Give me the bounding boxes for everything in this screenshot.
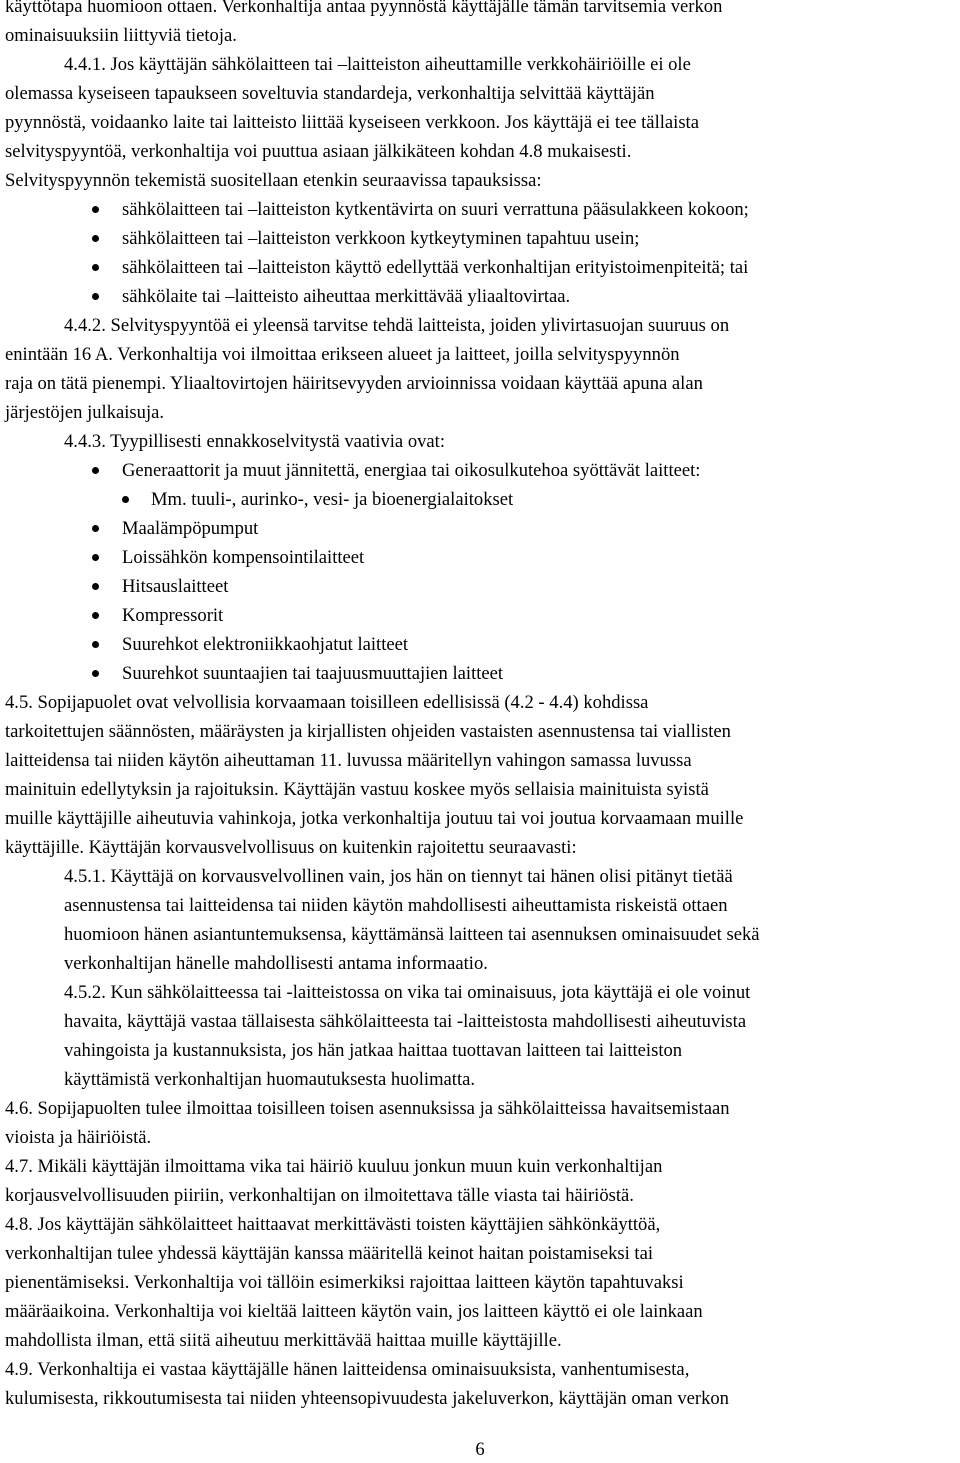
- section-heading-line: 4.7. Mikäli käyttäjän ilmoittama vika tai häiriö kuuluu jonkun muun kuin verkonhaltijan: [5, 1156, 663, 1177]
- bullet-icon: [92, 514, 99, 543]
- bullet-icon: [92, 195, 99, 224]
- section-heading-line: 4.4.1. Jos käyttäjän sähkölaitteen tai –laitteiston aiheuttamille verkkohäiriöille ei ole: [64, 54, 691, 75]
- text-line: määräaikoina. Verkonhaltija voi kieltää laitteen käytön vain, jos laitteen käyttö ei ole lainkaan: [5, 1301, 703, 1322]
- text-line: ominaisuuksiin liittyviä tietoja.: [5, 25, 237, 46]
- text-line: käyttötapa huomioon ottaen. Verkonhaltija antaa pyynnöstä käyttäjälle tämän tarvitsemia verkon: [5, 0, 723, 17]
- list-item: [5, 543, 953, 572]
- list-item-text: Suurehkot elektroniikkaohjatut laitteet: [122, 634, 409, 655]
- list-item-text: Kompressorit: [122, 605, 224, 626]
- bullet-icon: [92, 572, 99, 601]
- text-line: raja on tätä pienempi. Yliaaltovirtojen häiritsevyyden arvioinnissa voidaan käyttää apuna alan: [5, 373, 703, 394]
- text-line: tarkoitettujen säännösten, määräysten ja kirjallisten ohjeiden vastaisten asennustensa tai viallisten: [5, 721, 731, 742]
- section-heading-line: 4.9. Verkonhaltija ei vastaa käyttäjälle hänen laitteidensa ominaisuuksista, vanhentumisesta,: [5, 1359, 690, 1380]
- bullet-list-4-4-1: [5, 195, 953, 311]
- section-heading-line: 4.6. Sopijapuolten tulee ilmoittaa toisilleen toisen asennuksissa ja sähkölaitteissa havaitsemistaan: [5, 1098, 730, 1119]
- section-heading-line: 4.5.1. Käyttäjä on korvausvelvollinen vain, jos hän on tiennyt tai hänen olisi pitänyt tietää: [64, 866, 733, 887]
- list-item-text: Suurehkot suuntaajien tai taajuusmuuttajien laitteet: [122, 663, 504, 684]
- section-heading-line: 4.4.2. Selvityspyyntöä ei yleensä tarvitse tehdä laitteista, joiden ylivirtasuojan suuruus on: [64, 315, 730, 336]
- page-number: 6: [475, 1439, 485, 1460]
- text-line: mainituin edellytyksin ja rajoituksin. Käyttäjän vastuu koskee myös sellaisia mainituista syistä: [5, 779, 709, 800]
- sub-list-item: [5, 485, 953, 514]
- bullet-icon: [92, 630, 99, 659]
- list-item: [5, 514, 953, 543]
- text-line: selvityspyyntöä, verkonhaltija voi puuttua asiaan jälkikäteen kohdan 4.8 mukaisesti.: [5, 141, 632, 162]
- list-item-text: sähkölaitteen tai –laitteiston verkkoon kytkeytyminen tapahtuu usein;: [122, 228, 640, 249]
- section-4-4-1: [5, 50, 953, 195]
- text-line: korjausvelvollisuuden piiriin, verkonhaltijan on ilmoitettava tälle viasta tai häiriöstä.: [5, 1185, 634, 1206]
- text-line: järjestöjen julkaisuja.: [5, 402, 165, 423]
- text-line: kulumisesta, rikkoutumisesta tai niiden yhteensopivuudesta jakeluverkon, käyttäjän oman verkon: [5, 1388, 729, 1409]
- list-item: [5, 601, 953, 630]
- bullet-icon: [92, 601, 99, 630]
- list-item-text: sähkölaitteen tai –laitteiston kytkentävirta on suuri verrattuna pääsulakkeen kokoon;: [122, 199, 749, 220]
- text-line: pyynnöstä, voidaanko laite tai laitteisto liittää kyseiseen verkkoon. Jos käyttäjä ei tee tällaista: [5, 112, 699, 133]
- text-line: Selvityspyynnön tekemistä suositellaan etenkin seuraavissa tapauksissa:: [5, 170, 542, 191]
- list-item-text: Generaattorit ja muut jännitettä, energiaa tai oikosulkutehoa syöttävät laitteet:: [122, 460, 701, 481]
- section-4-9: [5, 1355, 953, 1413]
- text-line: käyttämistä verkonhaltijan huomautuksesta huolimatta.: [64, 1069, 476, 1090]
- section-heading-line: 4.5.2. Kun sähkölaitteessa tai -laitteistossa on vika tai ominaisuus, jota käyttäjä ei ole voinut: [64, 982, 751, 1003]
- text-line: mahdollista ilman, että siitä aiheutuu merkittävää haittaa muille käyttäjille.: [5, 1330, 562, 1351]
- text-line: huomioon hänen asiantuntemuksensa, käyttämänsä laitteen tai asennuksen ominaisuudet sekä: [64, 924, 760, 945]
- bullet-icon: [122, 485, 129, 514]
- list-item: [5, 630, 953, 659]
- text-line: havaita, käyttäjä vastaa tällaisesta sähkölaitteesta tai -laitteistosta mahdollisesti aiheutuvista: [64, 1011, 747, 1032]
- text-line: muille käyttäjille aiheutuvia vahinkoja, jotka verkonhaltija joutuu tai voi joutua korvaamaan muille: [5, 808, 744, 829]
- list-item: [5, 224, 953, 253]
- intro-paragraph: [5, 0, 953, 50]
- section-4-5-1: [5, 862, 953, 978]
- section-heading-line: 4.5. Sopijapuolet ovat velvollisia korvaamaan toisilleen edellisissä (4.2 - 4.4) kohdissa: [5, 692, 649, 713]
- bullet-icon: [92, 224, 99, 253]
- text-line: pienentämiseksi. Verkonhaltija voi tällöin esimerkiksi rajoittaa laitteen käytön tapahtuvaksi: [5, 1272, 684, 1293]
- section-4-4-3: [5, 427, 953, 688]
- text-line: verkonhaltijan tulee yhdessä käyttäjän kanssa määritellä keinot haitan poistamiseksi tai: [5, 1243, 654, 1264]
- list-item-text: Maalämpöpumput: [122, 518, 259, 539]
- bullet-icon: [92, 659, 99, 688]
- text-line: verkonhaltijan hänelle mahdollisesti antama informaatio.: [64, 953, 488, 974]
- section-4-5-2: [5, 978, 953, 1094]
- text-line: vioista ja häiriöistä.: [5, 1127, 152, 1148]
- list-item-text: Mm. tuuli-, aurinko-, vesi- ja bioenergialaitokset: [151, 489, 514, 510]
- list-item: [5, 659, 953, 688]
- list-item: [5, 282, 953, 311]
- text-line: laitteidensa tai niiden käytön aiheuttaman 11. luvussa määritellyn vahingon samassa luvussa: [5, 750, 692, 771]
- section-heading-line: 4.4.3. Tyypillisesti ennakkoselvitystä vaativia ovat:: [64, 431, 446, 452]
- section-4-4-2: [5, 311, 953, 427]
- text-line: käyttäjille. Käyttäjän korvausvelvollisuus on kuitenkin rajoitettu seuraavasti:: [5, 837, 577, 858]
- list-item-text: Hitsauslaitteet: [122, 576, 229, 597]
- text-line: olemassa kyseiseen tapaukseen soveltuvia standardeja, verkonhaltija selvittää käyttäjän: [5, 83, 655, 104]
- section-4-8: [5, 1210, 953, 1355]
- bullet-icon: [92, 282, 99, 311]
- section-4-5: [5, 688, 953, 862]
- text-line: vahingoista ja kustannuksista, jos hän jatkaa haittaa tuottavan laitteen tai laitteiston: [64, 1040, 683, 1061]
- section-4-7: [5, 1152, 953, 1210]
- text-line: enintään 16 A. Verkonhaltija voi ilmoittaa erikseen alueet ja laitteet, joilla selvityspyynnön: [5, 344, 680, 365]
- list-item: [5, 253, 953, 282]
- section-heading-line: 4.8. Jos käyttäjän sähkölaitteet haittaavat merkittävästi toisten käyttäjien sähkönkäyttöä,: [5, 1214, 661, 1235]
- list-item-text: Loissähkön kompensointilaitteet: [122, 547, 365, 568]
- bullet-icon: [92, 543, 99, 572]
- bullet-icon: [92, 456, 99, 485]
- list-item: [5, 195, 953, 224]
- bullet-icon: [92, 253, 99, 282]
- list-item-text: sähkölaite tai –laitteisto aiheuttaa merkittävää yliaaltovirtaa.: [122, 286, 571, 307]
- list-item: [5, 456, 953, 485]
- list-item: [5, 572, 953, 601]
- text-line: asennustensa tai laitteidensa tai niiden käytön mahdollisesti aiheuttamista riskeistä ottaen: [64, 895, 728, 916]
- section-4-6: [5, 1094, 953, 1152]
- list-item-text: sähkölaitteen tai –laitteiston käyttö edellyttää verkonhaltijan erityistoimenpiteitä; tai: [122, 257, 749, 278]
